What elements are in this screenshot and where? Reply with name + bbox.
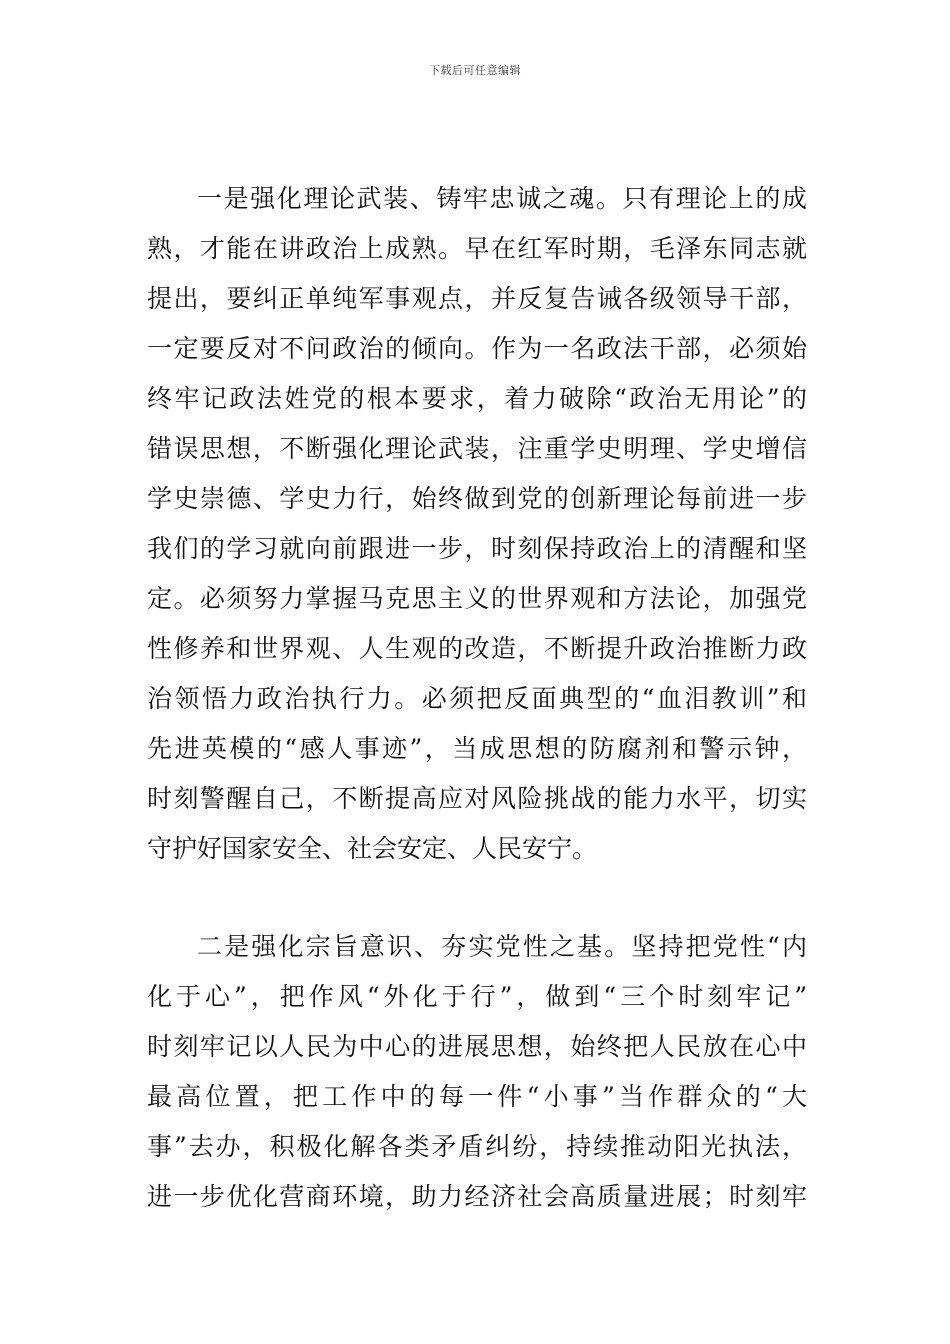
page-header: 下载后可任意编辑 (429, 64, 521, 77)
paragraph-1-line-14: 守护好国家安全、社会安定、人民安宁。 (147, 834, 598, 863)
paragraph-1-line-4: 一定要反对不问政治的倾向。作为一名政法干部，必须始 (147, 334, 807, 363)
paragraph-2-line-6: 进一步优化营商环境，助力经济社会高质量进展；时刻牢 (147, 1182, 807, 1211)
paragraph-1-line-10: 性修养和世界观、人生观的改造，不断提升政治推断力政 (147, 634, 807, 663)
paragraph-1-line-1: 一是强化理论武装、铸牢忠诚之魂。只有理论上的成 (197, 184, 807, 213)
paragraph-2-line-2: 化于心”，把作风“外化于行”，做到“三个时刻牢记” (147, 982, 807, 1011)
paragraph-1-line-2: 熟，才能在讲政治上成熟。早在红军时期，毛泽东同志就 (147, 234, 807, 263)
paragraph-2-line-4: 最高位置，把工作中的每一件“小事”当作群众的“大 (147, 1082, 807, 1111)
paragraph-2-line-5: 事”去办，积极化解各类矛盾纠纷，持续推动阳光执法， (147, 1132, 807, 1161)
paragraph-2-line-3: 时刻牢记以人民为中心的进展思想，始终把人民放在心中 (147, 1032, 807, 1061)
paragraph-1-line-13: 时刻警醒自己，不断提高应对风险挑战的能力水平，切实 (147, 784, 807, 813)
paragraph-1-line-5: 终牢记政法姓党的根本要求，着力破除“政治无用论”的 (147, 384, 807, 413)
paragraph-1-line-3: 提出，要纠正单纯军事观点，并反复告诫各级领导干部， (147, 284, 807, 313)
paragraph-1-line-9: 定。必须努力掌握马克思主义的世界观和方法论，加强党 (147, 584, 807, 613)
paragraph-1-line-11: 治领悟力政治执行力。必须把反面典型的“血泪教训”和 (147, 684, 807, 713)
paragraph-1-line-12: 先进英模的“感人事迹”，当成思想的防腐剂和警示钟， (147, 734, 807, 763)
paragraph-2-line-1: 二是强化宗旨意识、夯实党性之基。坚持把党性“内 (197, 932, 807, 961)
paragraph-1-line-7: 学史崇德、学史力行，始终做到党的创新理论每前进一步 (147, 484, 807, 513)
paragraph-1-line-6: 错误思想，不断强化理论武装，注重学史明理、学史增信 (147, 434, 807, 463)
paragraph-1-line-8: 我们的学习就向前跟进一步，时刻保持政治上的清醒和坚 (147, 534, 807, 563)
